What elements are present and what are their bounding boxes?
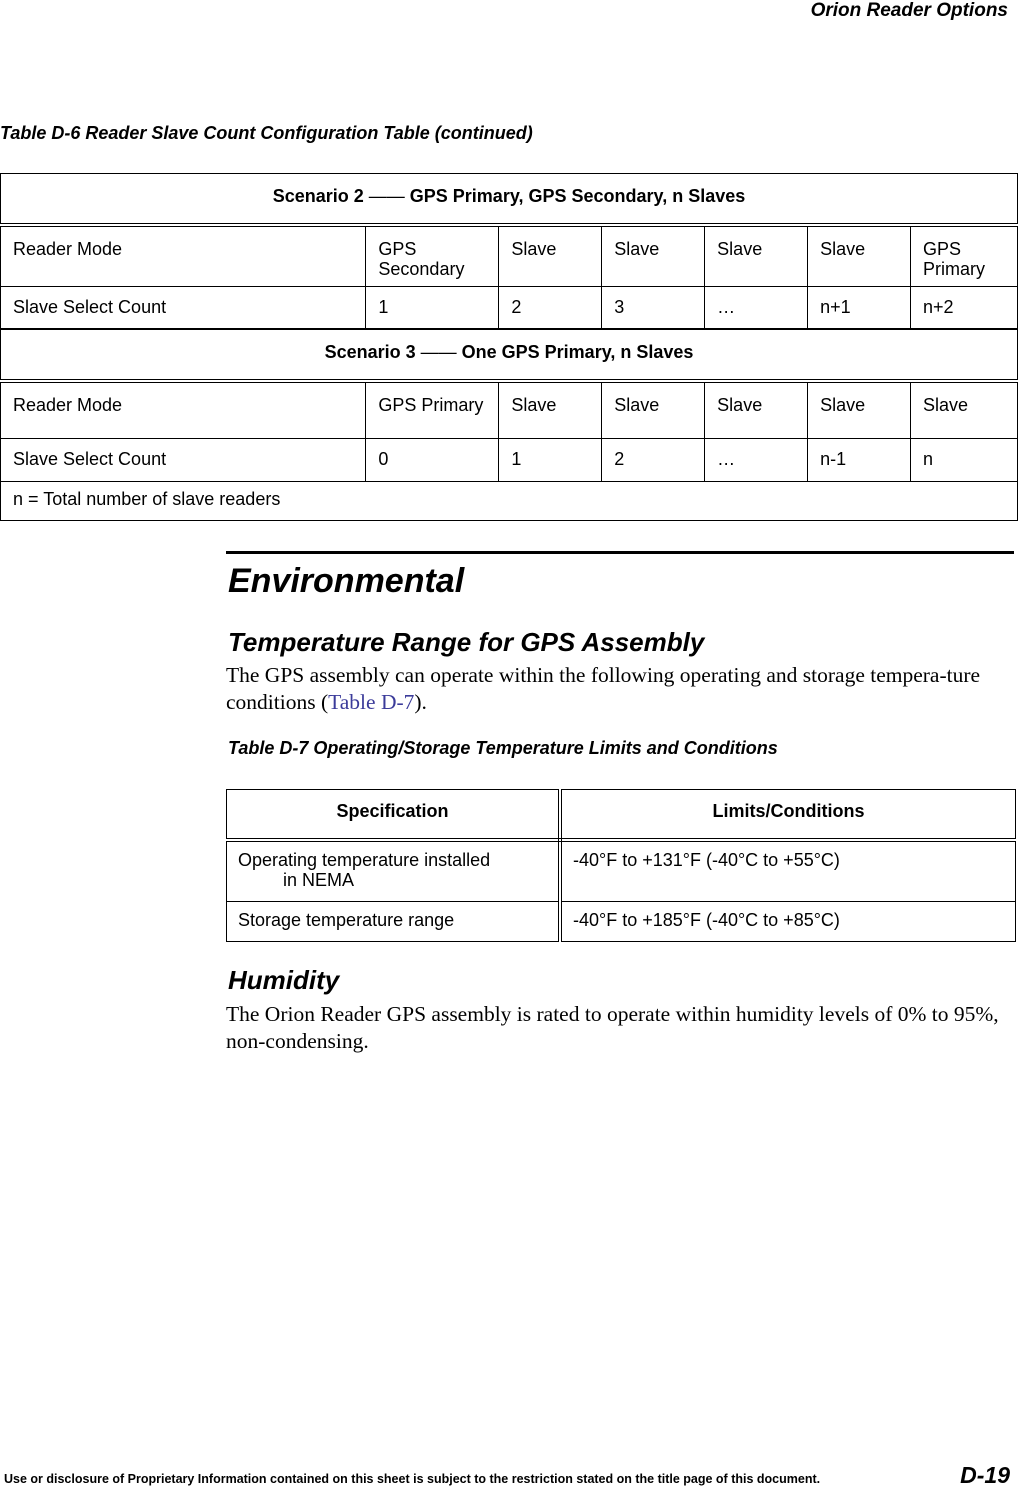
table-cell: 3	[602, 286, 705, 329]
table-d7	[226, 789, 1016, 942]
humidity-heading: Humidity	[228, 965, 340, 995]
table-cell: -40°F to +185°F (-40°C to +85°C)	[560, 902, 1016, 942]
table-cell: …	[705, 439, 808, 482]
table-cell: Reader Mode	[1, 381, 366, 439]
table-header-row	[227, 790, 1016, 841]
table-cell: Slave Select Count	[1, 439, 366, 482]
table-cell: Reader Mode	[1, 225, 366, 286]
running-header: Orion Reader Options	[810, 0, 1008, 21]
scenario3-title-row	[1, 329, 1018, 381]
table-d7-caption: Table D-7 Operating/Storage Temperature Limits and Conditions	[228, 738, 778, 758]
table-cell: Slave	[705, 381, 808, 439]
table-cell: 0	[366, 439, 499, 482]
table-cell: Slave	[602, 225, 705, 286]
table-cell: n-1	[808, 439, 911, 482]
table-cell: n	[911, 439, 1018, 482]
table-note: n = Total number of slave readers	[1, 482, 1018, 521]
temperature-paragraph: The GPS assembly can operate within the following operating and storage tempera-ture conditions (Table D-7).	[226, 663, 981, 714]
table-d7-link[interactable]: Table D-7	[328, 690, 415, 714]
table-row	[1, 225, 1018, 286]
column-header: Limits/Conditions	[560, 790, 1016, 841]
section-rule	[226, 551, 1014, 554]
table-row	[1, 381, 1018, 439]
table-cell: 1	[366, 286, 499, 329]
table-row	[1, 439, 1018, 482]
table-row	[1, 286, 1018, 329]
table-cell: Slave	[499, 381, 602, 439]
table-cell: n+2	[911, 286, 1018, 329]
table-cell: -40°F to +131°F (-40°C to +55°C)	[560, 840, 1016, 902]
table-cell: 1	[499, 439, 602, 482]
table-cell: 2	[499, 286, 602, 329]
table-cell: Slave	[499, 225, 602, 286]
table-cell: Slave	[808, 225, 911, 286]
table-d6-caption: Table D-6 Reader Slave Count Configuration Table (continued)	[0, 123, 533, 143]
scenario2-title-row	[1, 174, 1018, 226]
table-cell: Slave	[705, 225, 808, 286]
table-cell: Operating temperature installed in NEMA	[227, 840, 561, 902]
table-cell: GPS Secondary	[366, 225, 499, 286]
table-row	[227, 902, 1016, 942]
footer-notice: Use or disclosure of Proprietary Information contained on this sheet is subject to the restriction stated on the title page of this document.	[4, 1472, 821, 1486]
table-cell: Slave	[808, 381, 911, 439]
scenario3-title: Scenario 3 —— One GPS Primary, n Slaves	[1, 329, 1018, 381]
table-cell: n+1	[808, 286, 911, 329]
table-cell: Slave	[602, 381, 705, 439]
section-heading: Environmental	[228, 562, 465, 600]
table-cell: GPS Primary	[366, 381, 499, 439]
table-cell: Slave Select Count	[1, 286, 366, 329]
column-header: Specification	[227, 790, 561, 841]
page-number: D-19	[960, 1462, 1010, 1488]
scenario2-title: Scenario 2 —— GPS Primary, GPS Secondary, n Slaves	[1, 174, 1018, 226]
table-cell: 2	[602, 439, 705, 482]
table-cell: Slave	[911, 381, 1018, 439]
table-row	[227, 840, 1016, 902]
table-cell: GPS Primary	[911, 225, 1018, 286]
table-d6	[0, 173, 1018, 521]
table-note-row	[1, 482, 1018, 521]
table-cell: Storage temperature range	[227, 902, 561, 942]
temperature-heading: Temperature Range for GPS Assembly	[228, 627, 705, 657]
humidity-paragraph: The Orion Reader GPS assembly is rated to operate within humidity levels of 0% to 95%, non-condensing.	[226, 1002, 999, 1053]
table-cell: …	[705, 286, 808, 329]
